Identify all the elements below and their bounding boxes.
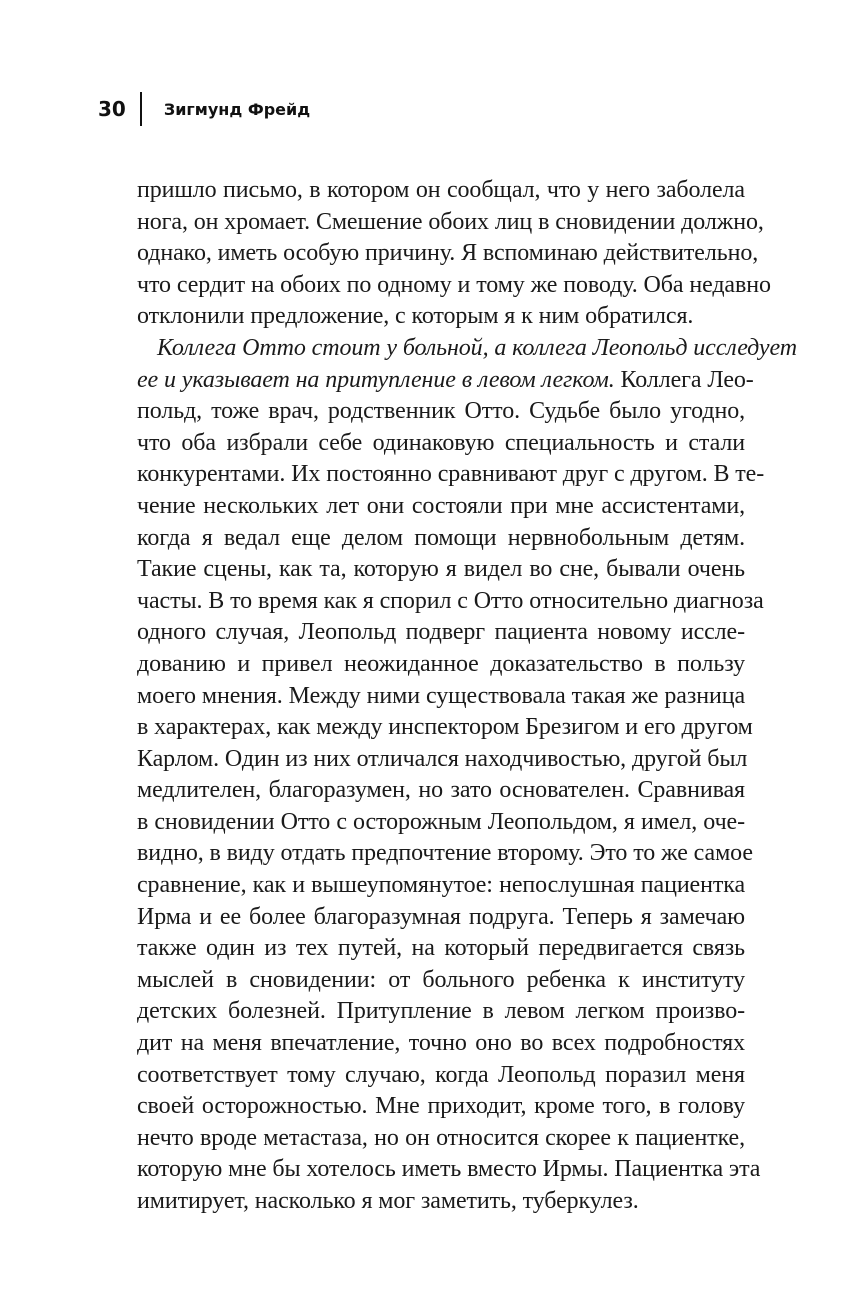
page-number: 30 [98, 97, 126, 121]
header-divider [140, 92, 142, 126]
text-line: что сердит на обоих по одному и тому же поводу. Оба недавно [137, 271, 771, 298]
running-title: Зигмунд Фрейд [163, 99, 311, 119]
text-line: моего мнения. Между ними существовала такая же разница [137, 682, 745, 709]
text-line: имитирует, насколько я мог заметить, туберкулез. [137, 1188, 639, 1214]
running-header [98, 92, 310, 126]
text-line: Ирма и ее более благоразумная подруга. Теперь я замечаю [137, 903, 745, 930]
text-line: в характерах, как между инспектором Брезигом и его другом [137, 714, 753, 741]
text-line: видно, в виду отдать предпочтение второму. Это то же самое [137, 840, 753, 867]
text-line: когда я ведал еще делом помощи нервнобольным детям. [137, 524, 745, 551]
text-line: нога, он хромает. Смешение обоих лиц в сновидении должно, [137, 208, 764, 235]
text-line: что оба избрали себе одинаковую специальность и стали [137, 429, 745, 456]
text-line: отклонили предложение, с которым я к ним обратился. [137, 303, 694, 330]
text-line: соответствует тому случаю, когда Леопольд поразил меня [137, 1061, 745, 1088]
text-line: в сновидении Отто с осторожным Леопольдом, я имел, оче- [137, 808, 745, 835]
text-line: детских болезней. Притупление в левом легком произво- [137, 998, 745, 1025]
text-line: Карлом. Один из них отличался находчивостью, другой был [137, 745, 748, 772]
text-line: медлителен, благоразумен, но зато основателен. Сравнивая [137, 777, 745, 804]
text-line: мыслей в сновидении: от больного ребенка к институту [137, 966, 745, 993]
text-line: дованию и привел неожиданное доказательство в пользу [137, 650, 745, 677]
text-line-italic: Коллега Отто стоит у больной, а коллега Леопольд исследует [157, 334, 797, 361]
text-line: пришло письмо, в котором он сообщал, что у него заболела [137, 177, 745, 203]
text-line-mixed [137, 365, 754, 397]
text-line: часты. В то время как я спорил с Отто относительно диагноза [137, 587, 764, 614]
text-line: дит на меня впечатление, точно оно во всех подробностях [137, 1030, 745, 1057]
roman-run: Коллега Лео- [614, 366, 754, 393]
text-line: которую мне бы хотелось иметь вместо Ирмы. Пациентка эта [137, 1156, 761, 1183]
text-line: Такие сцены, как та, которую я видел во сне, бывали очень [137, 556, 745, 583]
italic-run: ее и указывает на притупление в левом легком. [137, 366, 615, 393]
text-line: своей осторожностью. Мне приходит, кроме того, в голову [137, 1093, 745, 1120]
text-line: нечто вроде метастаза, но он относится скорее к пациентке, [137, 1124, 745, 1151]
text-line: сравнение, как и вышеупомянутое: непослушная пациентка [137, 872, 745, 899]
text-line: польд, тоже врач, родственник Отто. Судьбе было угодно, [137, 398, 745, 425]
body-text [137, 175, 797, 1218]
text-line: одного случая, Леопольд подверг пациента новому иссле- [137, 619, 745, 646]
text-line: чение нескольких лет они состояли при мне ассистентами, [137, 492, 745, 519]
text-line: конкурентами. Их постоянно сравнивают друг с другом. В те- [137, 461, 765, 488]
text-line: однако, иметь особую причину. Я вспоминаю действительно, [137, 240, 759, 267]
text-line: также один из тех путей, на который передвигается связь [137, 935, 745, 962]
